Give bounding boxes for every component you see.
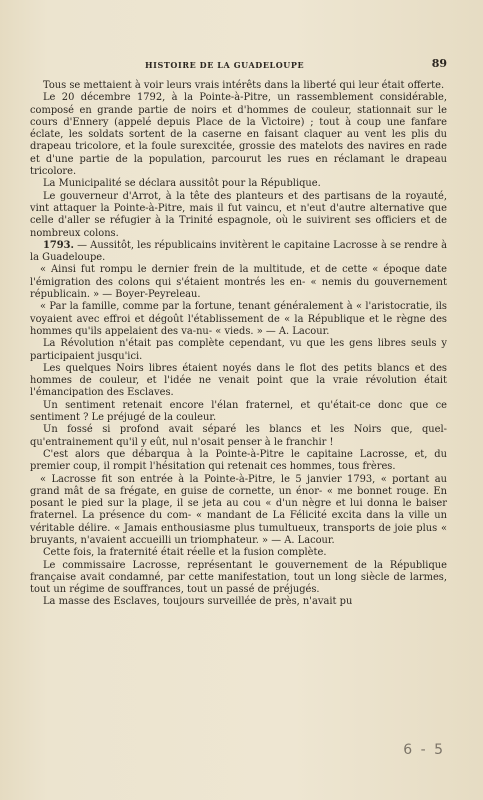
page-number: 89 (431, 57, 447, 70)
paragraph: La Révolution n'était pas complète cependant, vu que les gens libres seuls y participaient jusqu'ici. (30, 338, 447, 362)
paragraph: La masse des Esclaves, toujours surveillée de près, n'avait pu (43, 596, 353, 608)
paragraph: Un fossé si profond avait séparé les blancs et les Noirs que, quel- qu'entrainement qu'il y eût, nul n'osait penser à le franchir ! (30, 424, 447, 448)
paragraph: Les quelques Noirs libres étaient noyés dans le flot des petits blancs et des hommes de couleur, et l'idée ne venait point que la vraie révolution était l'émancipation des Esclaves. (30, 362, 447, 399)
body-text (30, 80, 447, 609)
quote-paragraph: « Par la famille, comme par la fortune, tenant généralement à « l'aristocratie, ils voyaient avec effroi et dégoût l'établissement de « la République et le règne des hommes qu'ils appelaient des va-nu- « vieds. » — A. Lacour. (30, 301, 447, 337)
paragraph: Tous se mettaient à voir leurs vrais intérêts dans la liberté qui leur était offerte. (43, 80, 445, 91)
page-header (30, 57, 447, 73)
paragraph: Le 20 décembre 1792, à la Pointe-à-Pitre, un rassemblement considérable, composé en grande partie de noirs et d'hommes de couleur, stationnait sur le cours d'Ennery (appelé depuis Place de la Victoire) ; tout à coup une fanfare éclate, les soldats sortent de la caserne en faisant claquer au vent les plis du drapeau tricolore, et la foule surexcitée, grossie des matelots des navires en rade et d'une partie de la population, parcourut les rues en réclamant le drapeau tricolore. (30, 92, 447, 178)
year-lead: 1793. (43, 239, 74, 251)
paragraph: La Municipalité se déclara aussitôt pour la République. (43, 178, 321, 190)
paragraph: Le commissaire Lacrosse, représentant le gouvernement de la République française avait condamné, par cette manifestation, tout un long siècle de larmes, tout un régime de souffrances, tout un passé de préjugés. (30, 559, 447, 596)
quote-paragraph: « Ainsi fut rompu le dernier frein de la multitude, et de cette « époque date l'émigration des colons qui s'étaient montrés les en- « nemis du gouvernement républicain. » — Boyer-Peyreleau. (30, 264, 447, 301)
quote-paragraph: « Lacrosse fit son entrée à la Pointe-à-Pitre, le 5 janvier 1793, « portant au grand mât de sa frégate, en guise de cornette, un énor- « me bonnet rouge. En posant le pied sur la plage, il se jeta au cou « d'un nègre et lui donna le baiser fraternel. La présence du com- « mandant de La Félicité excita dans la ville un véritable délire. « Jamais enthousiasme plus tumultueux, transports de joie plus « bruyants, n'avaient accueilli un triomphateur. » — A. Lacour. (30, 473, 447, 546)
running-head: HISTOIRE DE LA GUADELOUPE (145, 60, 305, 70)
paragraph: Le gouverneur d'Arrot, à la tête des planteurs et des partisans de la royauté, vint attaquer la Pointe-à-Pitre, mais il fut vaincu, et n'eut d'autre alternative que celle d'aller se réfugier à la Trinité espagnole, où le suivirent ses officiers et de nombreux colons. (30, 190, 447, 239)
handwritten-folio-mark: 6 - 5 (403, 742, 445, 758)
paragraph: Cette fois, la fraternité était réelle et la fusion complète. (43, 547, 327, 559)
paragraph: Un sentiment retenait encore l'élan fraternel, et qu'était-ce donc que ce sentiment ? Le préjugé de la couleur. (30, 399, 447, 424)
paragraph-1793 (30, 240, 447, 265)
paragraph-text: — Aussitôt, les républicains invitèrent le capitaine Lacrosse à se rendre à la Guadeloupe. (30, 239, 447, 264)
paragraph: C'est alors que débarqua à la Pointe-à-Pitre le capitaine Lacrosse, et, du premier coup, il rompit l'hésitation qui retenait ces hommes, tous frères. (30, 448, 447, 473)
